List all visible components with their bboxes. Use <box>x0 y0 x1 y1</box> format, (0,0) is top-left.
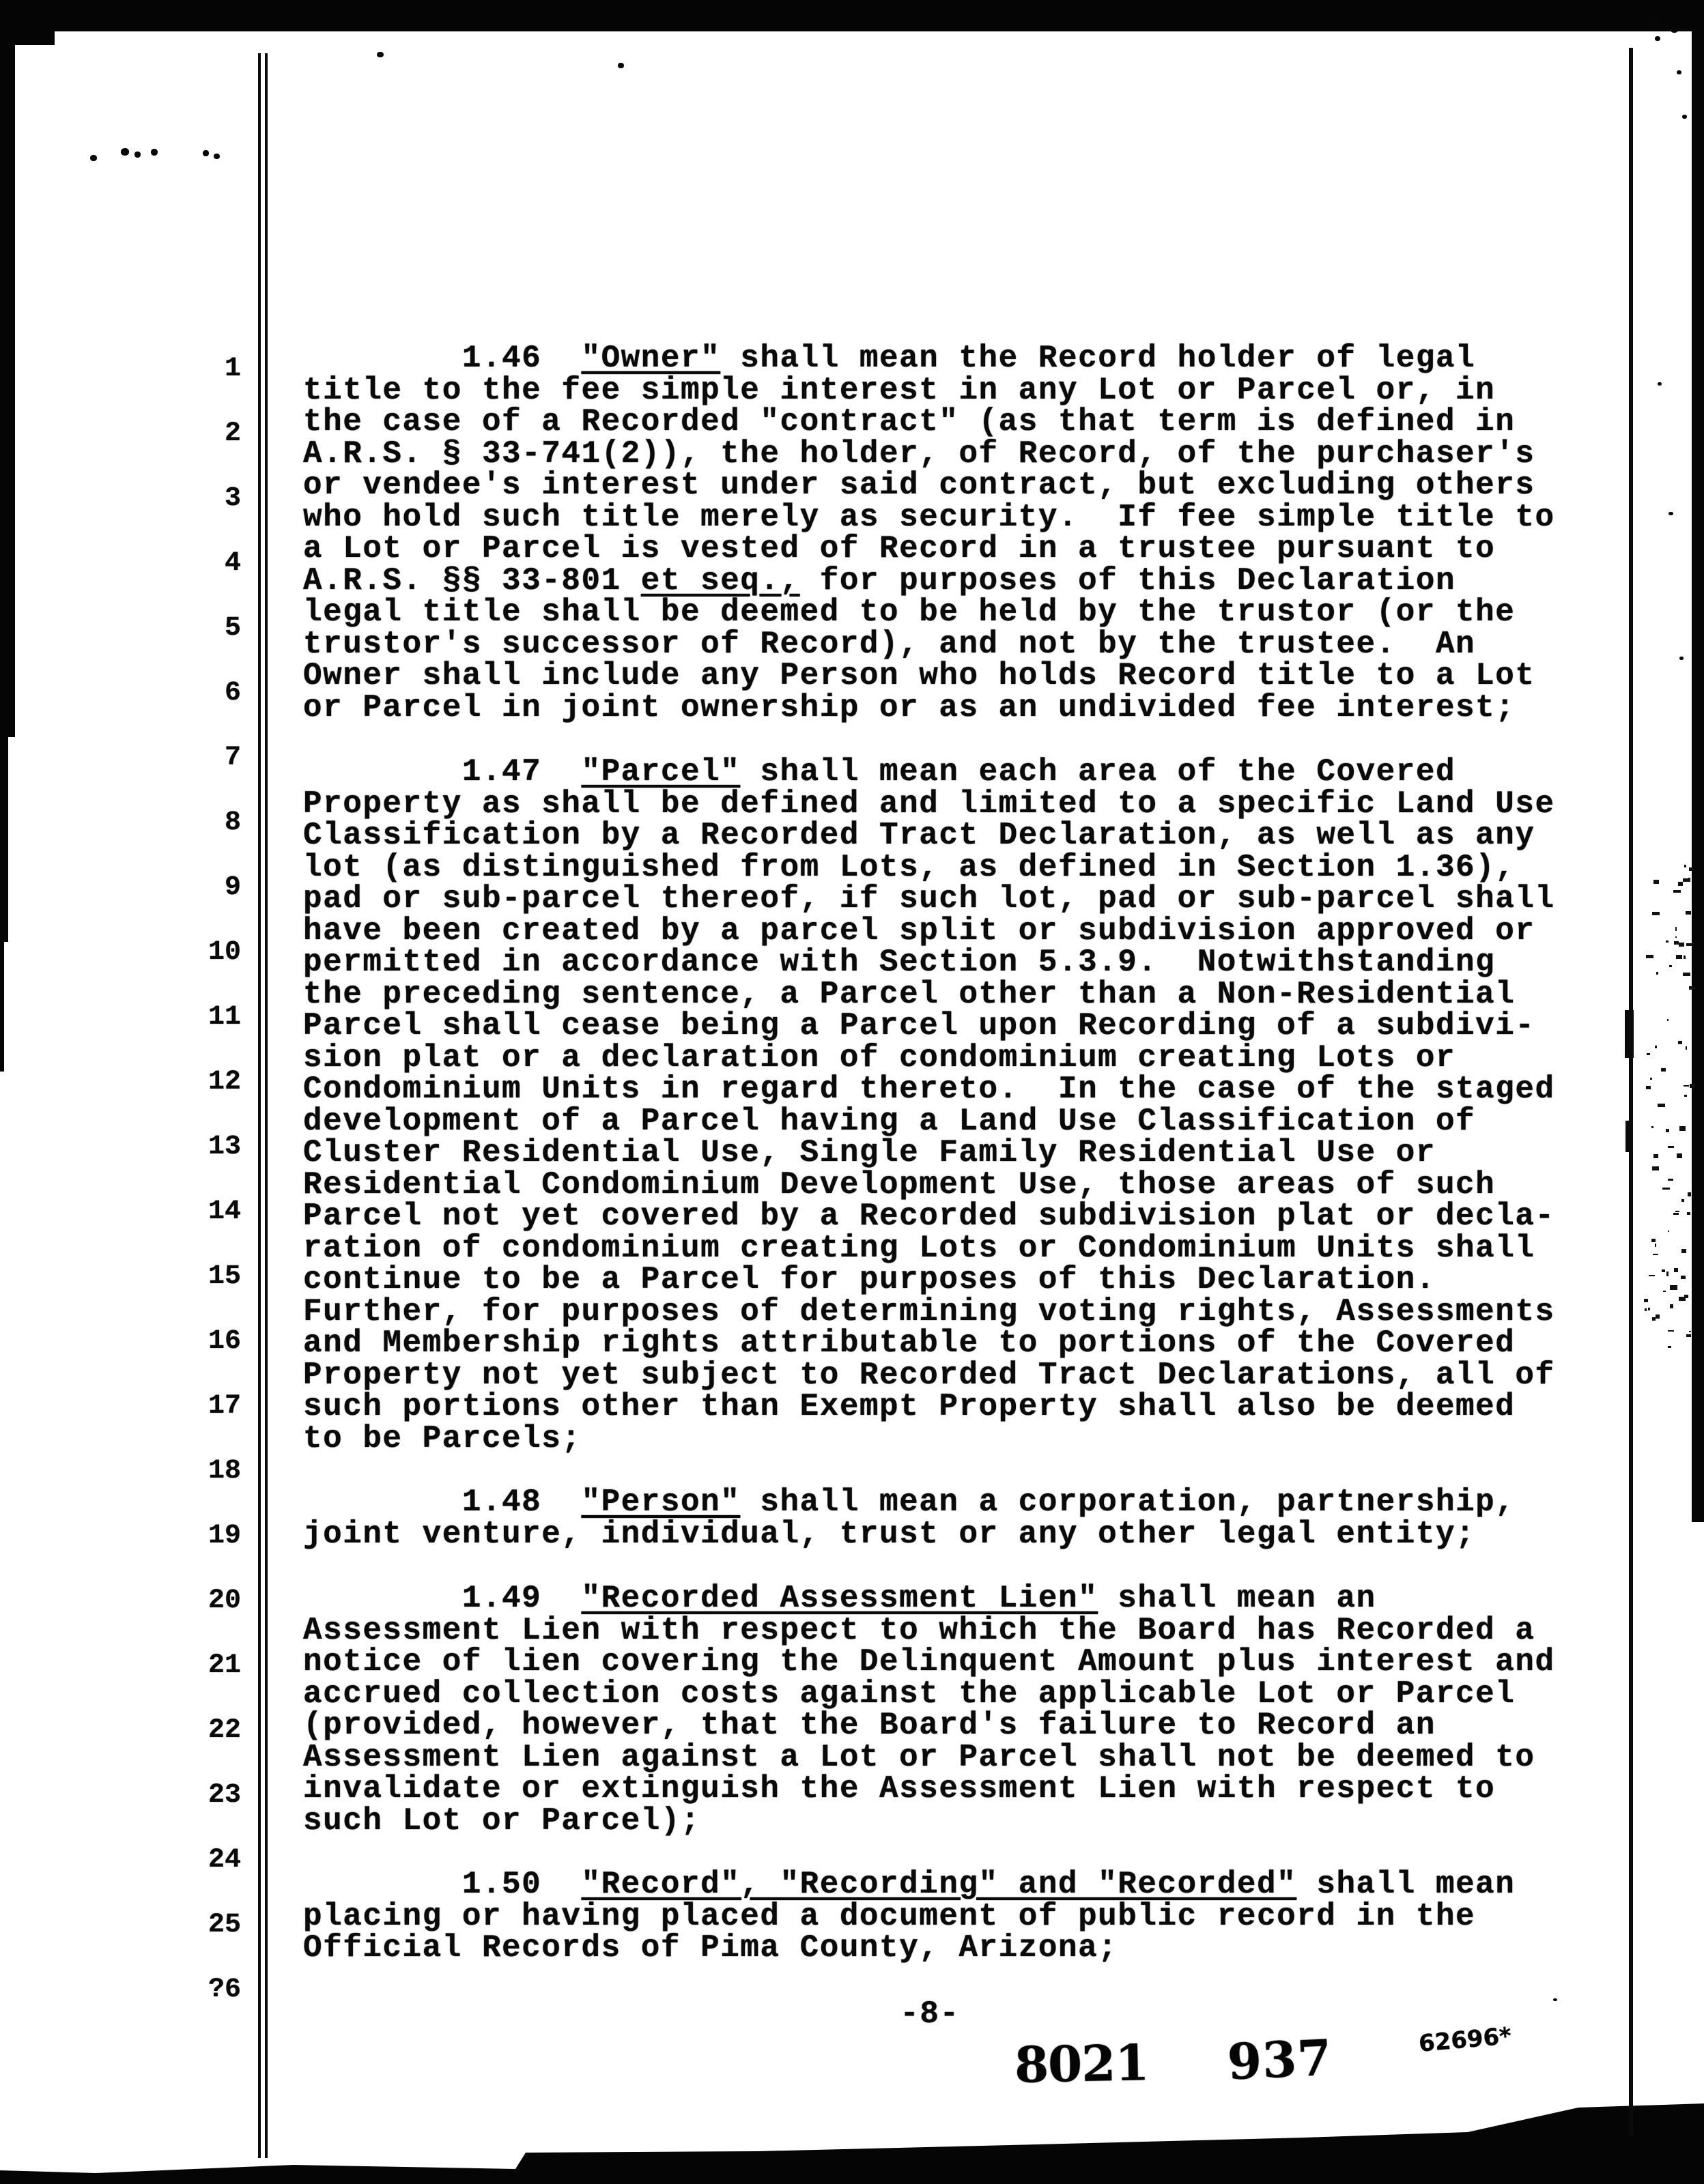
scan-speck <box>1653 880 1659 884</box>
scan-speck <box>1653 1154 1658 1158</box>
text-line: notice of lien covering the Delinquent Amount plus interest and <box>303 1644 1555 1680</box>
text-line: trustor's successor of Record), and not by the trustee. An <box>303 626 1476 662</box>
text-line: Owner shall include any Person who holds Record title to a Lot <box>303 658 1535 693</box>
text-line: legal title shall be deemed to be held by the trustor (or the <box>303 594 1516 630</box>
paragraph-1.47 <box>303 756 1555 1454</box>
scan-speck <box>1646 955 1653 958</box>
scan-speck <box>1668 1146 1674 1148</box>
scan-speck <box>1651 1239 1656 1242</box>
text-line: Property as shall be defined and limited to a specific Land Use <box>303 786 1555 822</box>
scan-speck <box>1675 936 1677 938</box>
scan-speck <box>1679 1126 1686 1131</box>
text-line: title to the fee simple interest in any Lot or Parcel or, in <box>303 372 1496 408</box>
text-line: 1.49 "Recorded Assessment Lien" shall mean an <box>303 1581 1376 1616</box>
scan-speck <box>1681 1249 1686 1253</box>
scan-speck <box>1656 972 1658 975</box>
stamp-page-number: 937 <box>1226 2028 1334 2091</box>
text-line: to be Parcels; <box>303 1420 582 1456</box>
text-line: Official Records of Pima County, Arizona; <box>303 1930 1118 1966</box>
scan-speck <box>1662 1269 1665 1272</box>
line-number-3: 3 <box>224 483 241 514</box>
scan-speck <box>1645 1308 1647 1311</box>
scan-speck <box>1688 878 1690 880</box>
text-line: have been created by a parcel split or subdivision approved or <box>303 913 1535 949</box>
scan-speck <box>1668 1346 1671 1348</box>
scan-speck <box>1655 1046 1657 1048</box>
text-line: development of a Parcel having a Land Use Classification of <box>303 1103 1476 1139</box>
text-line: ration of condominium creating Lots or Condominium Units shall <box>303 1230 1535 1266</box>
scan-speck <box>1668 512 1673 515</box>
scan-speck <box>1673 1213 1679 1215</box>
text-line: lot (as distinguished from Lots, as defined in Section 1.36), <box>303 849 1516 885</box>
scan-speck <box>1650 1078 1652 1080</box>
text-line: Parcel shall cease being a Parcel upon Recording of a subdivi- <box>303 1008 1535 1044</box>
scan-speck <box>1684 956 1686 959</box>
text-line: continue to be a Parcel for purposes of this Declaration. <box>303 1262 1436 1297</box>
text-line: pad or sub-parcel thereof, if such lot, pad or sub-parcel shall <box>303 881 1555 917</box>
scan-speck <box>1677 1153 1682 1158</box>
scan-speck <box>1675 927 1677 931</box>
text-line: 1.46 "Owner" shall mean the Record holder of legal <box>303 341 1476 376</box>
text-line: Condominium Units in regard thereto. In the case of the staged <box>303 1072 1555 1107</box>
scan-speck <box>1652 18 1658 24</box>
line-number-13: 13 <box>208 1132 241 1162</box>
scan-speck <box>1689 986 1695 990</box>
line-number-8: 8 <box>224 807 241 838</box>
scan-speck <box>377 52 384 57</box>
text-line: 1.47 "Parcel" shall mean each area of the Covered <box>303 754 1456 790</box>
scan-speck <box>1663 1291 1666 1292</box>
scan-speck <box>1651 1126 1653 1128</box>
scan-speck <box>1666 940 1668 943</box>
scan-speck <box>1669 965 1672 967</box>
line-number-11: 11 <box>208 1002 241 1033</box>
scan-speck <box>1688 1192 1691 1196</box>
scan-speck <box>214 154 220 159</box>
scan-speck <box>1670 1285 1677 1290</box>
scan-speck <box>1666 1129 1669 1132</box>
line-number-4: 4 <box>224 548 241 579</box>
line-number-17: 17 <box>208 1391 241 1422</box>
line-number-5: 5 <box>224 613 241 644</box>
line-number-10: 10 <box>208 937 241 968</box>
scan-speck <box>1676 955 1682 959</box>
scan-speck <box>1653 1254 1658 1255</box>
stamp-book-number: 8021 <box>1014 2033 1150 2094</box>
scan-speck <box>1678 882 1683 886</box>
scan-speck <box>1674 941 1679 945</box>
scan-speck <box>1644 1299 1648 1302</box>
scan-speck <box>1687 1212 1690 1215</box>
margin-rule-right-blob-1 <box>1625 1010 1634 1058</box>
scan-speck <box>1684 1085 1689 1087</box>
text-line: Further, for purposes of determining voting rights, Assessments <box>303 1293 1555 1330</box>
scan-speck <box>1652 912 1660 915</box>
scan-speck <box>1684 1295 1688 1298</box>
text-line: who hold such title merely as security. If fee simple title to <box>303 499 1555 535</box>
line-number-15: 15 <box>208 1261 241 1292</box>
scan-speck <box>1655 1244 1656 1247</box>
line-number-6: 6 <box>224 678 241 708</box>
scan-speck <box>1647 1053 1650 1055</box>
text-line: (provided, however, that the Board's failure to Record an <box>303 1708 1436 1743</box>
scan-speck <box>203 150 209 156</box>
scan-speck <box>1673 890 1681 893</box>
text-line: placing or having placed a document of public record in the <box>303 1898 1476 1934</box>
scan-speck <box>1662 1188 1670 1190</box>
scan-speck <box>1649 1275 1655 1276</box>
scan-speck <box>134 152 141 158</box>
line-number-20: 20 <box>208 1585 241 1616</box>
scan-speck <box>1679 657 1684 660</box>
scan-speck <box>1553 1998 1557 2001</box>
scan-speck <box>1668 1231 1669 1232</box>
scan-speck <box>1668 1330 1674 1332</box>
scan-speck <box>1689 867 1693 871</box>
text-line: the preceding sentence, a Parcel other than a Non-Residential <box>303 976 1516 1012</box>
scan-speck <box>1646 1086 1651 1089</box>
scan-speck <box>1684 1095 1687 1097</box>
scan-speck <box>1686 943 1692 946</box>
line-number-24: 24 <box>208 1845 241 1876</box>
scan-speck <box>1666 1271 1668 1276</box>
line-number-7: 7 <box>224 743 241 773</box>
text-line: A.R.S. § 33-741(2)), the holder, of Record, of the purchaser's <box>303 435 1535 472</box>
text-line: Parcel not yet covered by a Recorded subdivision plat or decla- <box>303 1198 1555 1234</box>
text-line: A.R.S. §§ 33-801 et seq., for purposes of this Declaration <box>303 562 1456 599</box>
line-number-9: 9 <box>224 872 241 903</box>
paragraph-1.49 <box>303 1583 1555 1837</box>
text-line: accrued collection costs against the applicable Lot or Parcel <box>303 1676 1516 1712</box>
scan-speck <box>1658 1104 1665 1107</box>
margin-rule-right-blob-2 <box>1625 1121 1633 1152</box>
scan-speck <box>90 155 97 161</box>
scan-speck <box>151 149 158 156</box>
scan-speck <box>618 63 624 68</box>
scan-speck <box>1668 1179 1673 1181</box>
text-line: sion plat or a declaration of condominium creating Lots or <box>303 1039 1456 1076</box>
line-number-1: 1 <box>224 354 241 384</box>
line-number-25: 25 <box>208 1910 241 1940</box>
margin-rule-right <box>1629 48 1633 2136</box>
pleading-double-rule-left-outer <box>258 53 261 2158</box>
scan-speck <box>1674 1268 1678 1272</box>
scan-speck <box>1671 27 1678 33</box>
scan-speck <box>1677 70 1681 74</box>
paragraph-1.48 <box>303 1486 1515 1550</box>
line-number-12: 12 <box>208 1067 241 1097</box>
scan-speck <box>1675 1211 1679 1212</box>
paragraph-1.50 <box>303 1869 1515 1964</box>
line-number-21: 21 <box>208 1650 241 1681</box>
text-line: or vendee's interest under said contract, but excluding others <box>303 468 1535 503</box>
text-line: Residential Condominium Development Use, those areas of such <box>303 1166 1496 1203</box>
text-line: or Parcel in joint ownership or as an undivided fee interest; <box>303 689 1516 725</box>
scan-speck <box>1682 115 1687 119</box>
scan-speck <box>1648 1308 1650 1310</box>
text-line: invalidate or extinguish the Assessment Lien with respect to <box>303 1771 1496 1807</box>
scan-speck <box>121 148 129 156</box>
scan-speck <box>1670 1304 1673 1308</box>
scan-speck <box>1652 1166 1659 1170</box>
scan-speck <box>1684 865 1686 867</box>
text-line: Classification by a Recorded Tract Declaration, as well as any <box>303 818 1535 853</box>
text-line: and Membership rights attributable to portions of the Covered <box>303 1325 1516 1361</box>
scan-speck <box>1690 1084 1695 1088</box>
line-number-26: ?6 <box>208 1974 241 2005</box>
scan-speck <box>1652 1317 1656 1321</box>
scan-speck <box>1686 1046 1687 1050</box>
line-number-18: 18 <box>208 1456 241 1486</box>
scan-speck <box>1678 1041 1682 1044</box>
line-number-23: 23 <box>208 1780 241 1811</box>
scan-speck <box>1658 382 1662 386</box>
scan-speck <box>1656 1314 1660 1319</box>
text-line: a Lot or Parcel is vested of Record in a trustee pursuant to <box>303 531 1496 566</box>
text-line: joint venture, individual, trust or any other legal entity; <box>303 1516 1476 1552</box>
text-line: Assessment Lien against a Lot or Parcel shall not be deemed to <box>303 1739 1535 1775</box>
text-line: 1.48 "Person" shall mean a corporation, partnership, <box>303 1484 1516 1520</box>
scan-speck <box>1689 1331 1691 1332</box>
scan-speck <box>1686 911 1691 915</box>
paragraph-1.46 <box>303 343 1555 723</box>
line-number-22: 22 <box>208 1715 241 1746</box>
scan-speck <box>1681 1276 1686 1279</box>
pleading-double-rule-left-inner <box>265 53 268 2158</box>
line-number-2: 2 <box>224 418 241 449</box>
text-line: 1.50 "Record", "Recording" and "Recorded" shall mean <box>303 1867 1516 1902</box>
text-line: such Lot or Parcel); <box>303 1802 701 1839</box>
line-number-14: 14 <box>208 1196 241 1227</box>
text-line: the case of a Recorded "contract" (as that term is defined in <box>303 404 1516 440</box>
scan-speck <box>1686 1334 1691 1337</box>
text-line: Property not yet subject to Recorded Tract Declarations, all of <box>303 1357 1555 1393</box>
page-number: -8- <box>900 1996 960 2032</box>
scan-speck <box>1667 1019 1668 1021</box>
text-line: permitted in accordance with Section 5.3.9. Notwithstanding <box>303 945 1496 980</box>
stamp-code: 62696* <box>1417 2022 1513 2058</box>
line-number-19: 19 <box>208 1521 241 1551</box>
text-line: Cluster Residential Use, Single Family Residential Use or <box>303 1135 1436 1170</box>
scan-speck <box>1661 1068 1666 1072</box>
scan-speck <box>1655 36 1660 41</box>
scan-speck <box>1679 943 1684 947</box>
text-line: such portions other than Exempt Property shall also be deemed <box>303 1389 1516 1424</box>
scan-speck <box>1683 973 1690 976</box>
text-line: Assessment Lien with respect to which the Board has Recorded a <box>303 1612 1535 1648</box>
line-number-16: 16 <box>208 1326 241 1357</box>
scan-speck <box>1681 1199 1684 1202</box>
